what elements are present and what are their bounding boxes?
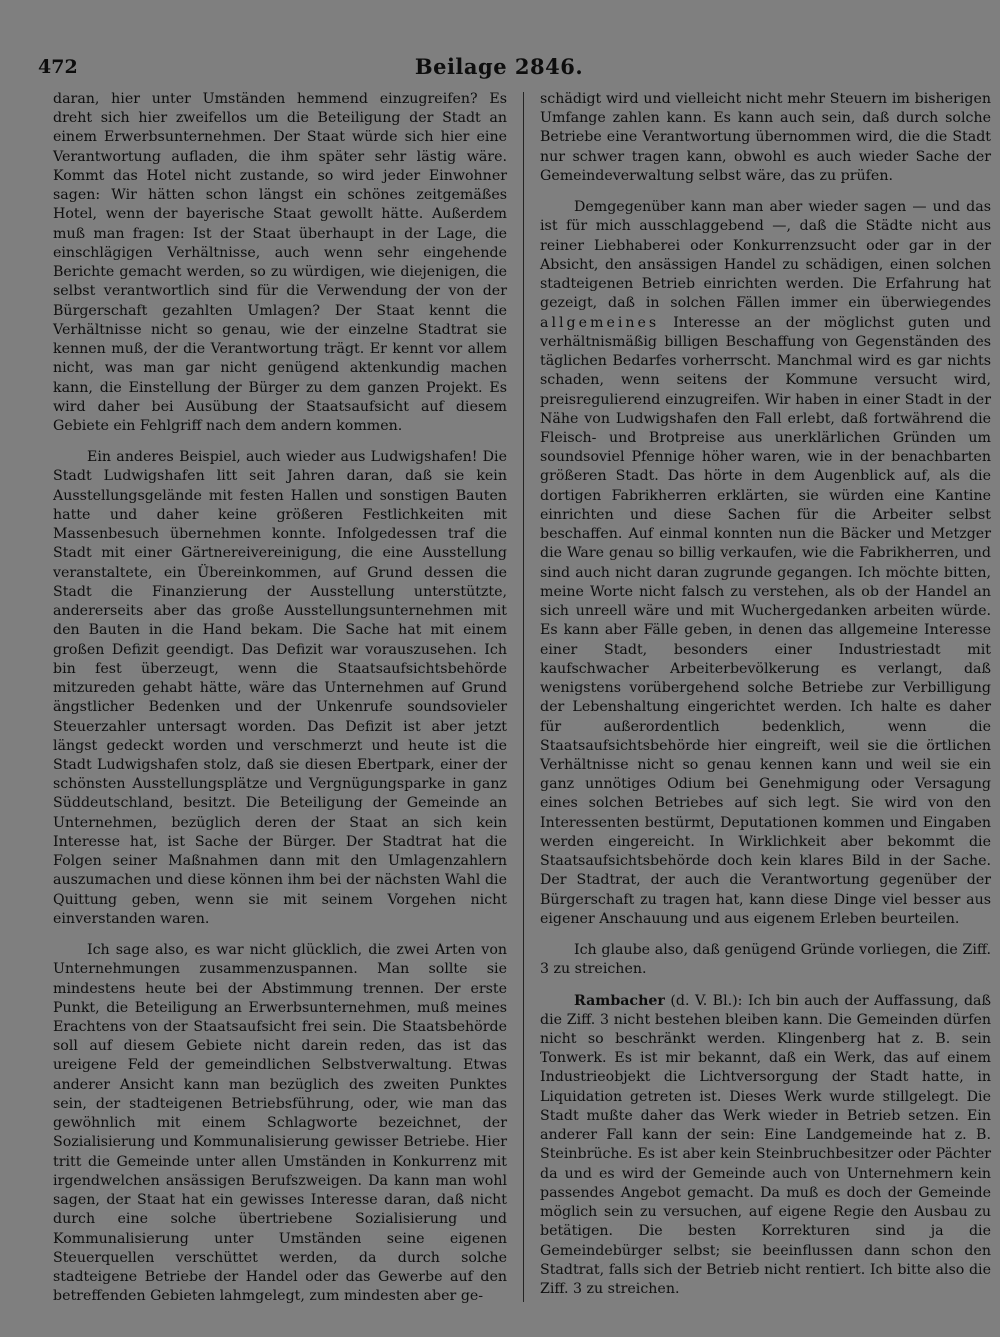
text-run: Demgegenüber kann man aber wieder sagen — und das ist für mich ausschlaggebend —, daß die Städte nicht aus reiner Liebhaberei oder Konkurrenzsucht oder gar in der Absicht, den ansässigen Handel zu schädigen, einen solchen stadteigenen Betrieb einrichten werden. Die Erfahrung hat gezeigt, daß in solchen Fällen immer ein überwiegendes [540, 199, 991, 312]
emphasized-word: allgemeines [540, 314, 660, 331]
speaker-paragraph [540, 992, 991, 1300]
paragraph: daran, hier unter Umständen hemmend einzugreifen? Es dreht sich hier zweifellos um die Beteiligung der Stadt an einem Erwerbsunternehmen. Der Staat würde sich hier eine Verantwortung aufladen, die ihm später sehr lästig wäre. Kommt das Hotel nicht zustande, so wird jeder Einwohner sagen: Wir hätten schon längst ein schönes zeitgemäßes Hotel, wenn der bayerische Staat gewollt hätte. Außerdem muß man fragen: Ist der Staat überhaupt in der Lage, die einschlägigen Verhältnisse, auch wenn sehr eingehende Berichte gemacht werden, so zu würdigen, wie diejenigen, die selbst verantwortlich sind für die Verwendung der von der Bürgerschaft gezahlten Umlagen? Der Staat kennt die Verhältnisse nicht so genau, wie der einzelne Stadtrat sie kennen muß, der die Verantwortung trägt. Er kennt vor allem nicht, was man gar nicht genügend aktenkundig machen kann, die Einstellung der Bürger zu dem ganzen Projekt. Es wird daher bei Ausübung der Staatsaufsicht auf diesem Gebiete ein Fehlgriff nach dem andern kommen. [53, 91, 507, 434]
paragraph: Ich sage also, es war nicht glücklich, die zwei Arten von Unternehmungen zusammenzuspannen. Man sollte sie mindestens heute bei der Abstimmung trennen. Der erste Punkt, die Beteiligung an Erwerbsunternehmen, muß meines Erachtens von der Staatsaufsicht frei sein. Die Staatsbehörde soll auf diesem Gebiete nicht darein reden, das ist das ureigene Feld der gemeindlichen Selbstverwaltung. Etwas anderer Ansicht kann man bezüglich des zweiten Punktes sein, der stadteigenen Betriebsführung, oder, wie man das gewöhnlich mit einem Schlagworte bezeichnet, der Sozialisierung und Kommunalisierung gewisser Betriebe. Hier tritt die Gemeinde unter allen Umständen in Konkurrenz mit irgendwelchen ansässigen Berufszweigen. Da kann man wohl sagen, der Staat hat ein gewisses Interesse daran, daß nicht durch eine solche übertriebene Sozialisierung und Kommunalisierung unter Umständen seine eigenen Steuerquellen verschüttet werden, da durch solche stadteigene Betriebe der Handel oder das Gewerbe auf den betreffenden Gebieten lahmgelegt, zum mindesten aber ge- [53, 942, 507, 1305]
page-header [38, 54, 960, 84]
page-number: 472 [38, 56, 78, 78]
right-column [540, 90, 991, 1299]
text-run: Interesse an der möglichst guten und verhältnismäßig billigen Beschaffung von Gegenständen des täglichen Bedarfes vorherrscht. Manchmal wird es gar nichts schaden, wenn seitens der Kommune versucht wird, preisregulierend einzugreifen. Wir haben in einer Stadt in der Nähe von Ludwigshafen den Fall erlebt, daß fortwährend die Fleisch- und Brotpreise aus unerklärlichen Gründen um soundsoviel Pfennige höher waren, wie in der benachbarten größeren Stadt. Das hörte in dem Augenblick auf, als die dortigen Fabrikherren erklärten, sie würden eine Kantine einrichten und diese Sachen für die Arbeiter selbst beschaffen. Auf einmal konnten nun die Bäcker und Metzger die Ware genau so billig verkaufen, wie die Fabrikherren, und sind auch nicht daran zugrunde gegangen. Ich möchte bitten, meine Worte nicht falsch zu verstehen, als ob der Handel an sich unreell wäre und mit Wuchergedanken arbeiten würde. Es kann aber Fälle geben, in denen das allgemeine Interesse einer Stadt, besonders einer Industriestadt mit kaufschwacher Arbeiterbevölkerung es verlangt, daß wenigstens vorübergehend solche Betriebe zur Verbilligung der Lebenshaltung eingerichtet werden. Ich halte es daher für außerordentlich bedenklich, wenn die Staatsaufsichtsbehörde hier eingreift, weil sie die örtlichen Verhältnisse nicht so genau kennen kann und weil sie ein ganz unnötiges Odium bei Genehmigung oder Versagung eines solchen Betriebes auf sich legt. Sie wird von den Interessenten bestürmt, Deputationen kommen und Eingaben werden eingereicht. In Wirklichkeit aber bekommt die Staatsaufsichtsbehörde doch kein klares Bild in der Sache. Der Stadtrat, der auch die Verantwortung gegenüber der Bürgerschaft zu tragen hat, kann diese Dinge viel besser aus eigener Anschauung und aus eigenem Erleben beurteilen. [540, 314, 991, 927]
column-divider [523, 92, 524, 1302]
speaker-name: Rambacher [574, 992, 665, 1009]
paragraph [540, 198, 991, 929]
left-column [53, 90, 507, 1307]
speaker-party: (d. V. Bl.): [670, 992, 743, 1009]
speech-text: Ich bin auch der Auffassung, daß die Ziff. 3 nicht bestehen bleiben kann. Die Gemeinden dürfen nicht so beschränkt werden. Klingenberg hat z. B. sein Tonwerk. Es ist mir bekannt, daß ein Werk, das auf einem Industrieobjekt die Lichtversorgung der Stadt hatte, in Liquidation getreten ist. Dieses Werk wurde stillgelegt. Die Stadt mußte daher das Werk wieder in Betrieb setzen. Ein anderer Fall kann der sein: Eine Landgemeinde hat z. B. Steinbrüche. Es ist aber kein Steinbruchbesitzer oder Pächter da und es wird der Gemeinde auch von Unternehmern kein passendes Angebot gemacht. Da muß es doch der Gemeinde möglich sein zu versuchen, auf eigene Regie den Ausbau zu betätigen. Die besten Korrekturen sind ja die Gemeindebürger selbst; sie beeinflussen dann schon den Stadtrat, falls sich der Betrieb nicht rentiert. Ich bitte also die Ziff. 3 zu streichen. [540, 992, 991, 1298]
paragraph: Ein anderes Beispiel, auch wieder aus Ludwigshafen! Die Stadt Ludwigshafen litt seit Jahren daran, daß sie kein Ausstellungsgelände mit festen Hallen und sonstigen Bauten hatte und daher keine größeren Festlichkeiten mit Massenbesuch übernehmen konnte. Infolgedessen traf die Stadt mit einer Gärtnereivereinigung, die eine Ausstellung veranstaltete, ein Übereinkommen, auf Grund dessen die Stadt die Finanzierung der Ausstellung unterstützte, andererseits aber das große Ausstellungsunternehmen mit den Bauten in die Hand bekam. Die Sache hat mit einem großen Defizit geendigt. Das Defizit war vorauszusehen. Ich bin fest überzeugt, wenn die Staatsaufsichtsbehörde mitzureden gehabt hätte, wäre das Unternehmen auf Grund ängstlicher Bedenken und der Unkenrufe soundsovieler Steuerzahler untersagt worden. Das Defizit ist aber jetzt längst gedeckt worden und verschmerzt und heute ist die Stadt Ludwigshafen stolz, daß sie diesen Ebertpark, einer der schönsten Ausstellungsplätze und Vergnügungsparke in ganz Süddeutschland, besitzt. Die Beteiligung der Gemeinde an Unternehmen, bezüglich deren der Staat an sich kein Interesse hat, ist Sache der Bürger. Der Stadtrat hat die Folgen seiner Maßnahmen dann mit den Umlagenzahlern auszumachen und diese können ihm bei der nächsten Wahl die Quittung geben, wenn sie mit seinem Vorgehen nicht einverstanden waren. [53, 449, 507, 927]
page-heading: Beilage 2846. [414, 54, 584, 79]
paragraph: Ich glaube also, daß genügend Gründe vorliegen, die Ziff. 3 zu streichen. [540, 942, 991, 978]
paragraph: schädigt wird und vielleicht nicht mehr Steuern im bisherigen Umfange zahlen kann. Es kann auch sein, daß durch solche Betriebe eine Verantwortung übernommen wird, die die Stadt nur schwer tragen kann, obwohl es auch wieder Sache der Gemeindeverwaltung selbst wäre, das zu prüfen. [540, 91, 991, 184]
